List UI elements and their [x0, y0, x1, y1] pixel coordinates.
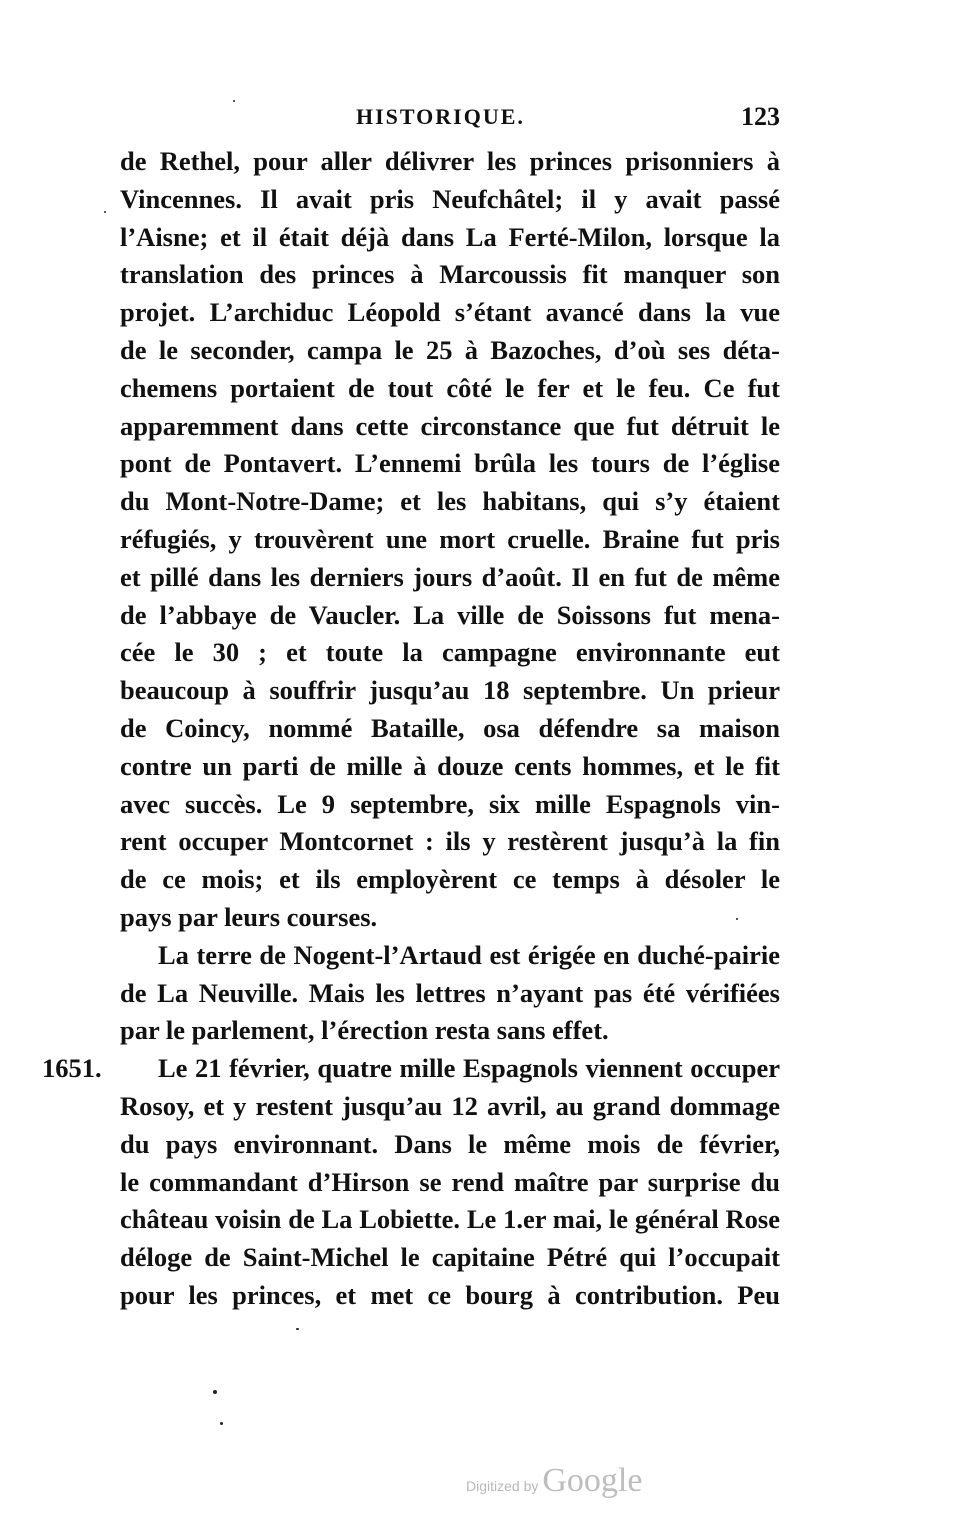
body-text	[120, 143, 780, 1315]
text-line: de le seconder, campa le 25 à Bazoches, d’où ses déta-	[120, 334, 780, 365]
ink-speck	[104, 211, 106, 213]
text-line: translation des princes à Marcoussis fit manquer son	[120, 259, 780, 290]
text-line: déloge de Saint-Michel le capitaine Pétré qui l’occupait	[120, 1242, 780, 1273]
running-head	[120, 104, 780, 134]
ink-speck	[213, 1390, 217, 1394]
text-line: apparemment dans cette circonstance que fut détruit le	[120, 410, 780, 441]
ink-speck	[736, 918, 738, 920]
page-number: 123	[741, 102, 780, 131]
ink-speck	[233, 100, 235, 102]
text-line: projet. L’archiduc Léopold s’étant avancé dans la vue	[120, 297, 780, 328]
text-line: du pays environnant. Dans le même mois de février,	[120, 1128, 780, 1159]
text-line: de Coincy, nommé Bataille, osa défendre sa maison	[120, 712, 780, 743]
digitization-watermark	[466, 1462, 642, 1502]
text-line: avec succès. Le 9 septembre, six mille Espagnols vin-	[120, 788, 780, 819]
ink-speck	[220, 1422, 223, 1425]
text-line: de ce mois; et ils employèrent ce temps à désoler le	[120, 864, 780, 895]
text-line: Vincennes. Il avait pris Neufchâtel; il y avait passé	[120, 183, 780, 214]
text-line: pont de Pontavert. L’ennemi brûla les tours de l’église	[120, 448, 780, 479]
text-line: beaucoup à souffrir jusqu’au 18 septembre. Un prieur	[120, 675, 780, 706]
text-line: de Rethel, pour aller délivrer les princes prisonniers à	[120, 146, 780, 176]
google-logo: Google	[542, 1462, 643, 1499]
text-line: rent occuper Montcornet : ils y restèrent jusqu’à la fin	[120, 826, 780, 857]
ink-speck	[296, 1328, 299, 1330]
text-line: le commandant d’Hirson se rend maître par surprise du	[120, 1166, 780, 1197]
marginal-year: 1651.	[42, 1053, 102, 1083]
text-line: réfugiés, y trouvèrent une mort cruelle. Braine fut pris	[120, 523, 780, 554]
text-line: par le parlement, l’érection resta sans effet.	[120, 1015, 609, 1046]
watermark-prefix: Digitized by	[466, 1478, 539, 1494]
text-line: pays par leurs courses.	[120, 901, 378, 932]
text-line: cée le 30 ; et toute la campagne environnante eut	[120, 637, 780, 668]
text-line: l’Aisne; et il était déjà dans La Ferté-Milon, lorsque la	[120, 221, 780, 252]
paragraph-first-line: La terre de Nogent-l’Artaud est érigée en duché-pairie	[158, 939, 780, 970]
text-line: de l’abbaye de Vaucler. La ville de Soissons fut mena-	[120, 599, 780, 630]
text-line: pour les princes, et met ce bourg à contribution. Peu	[120, 1279, 780, 1310]
text-line: de La Neuville. Mais les lettres n’ayant pas été vérifiées	[120, 977, 780, 1008]
running-title: HISTORIQUE.	[356, 104, 525, 129]
paragraph-first-line: Le 21 février, quatre mille Espagnols viennent occuper	[158, 1053, 780, 1084]
text-line: Rosoy, et y restent jusqu’au 12 avril, au grand dommage	[120, 1090, 780, 1121]
text-line: château voisin de La Lobiette. Le 1.er mai, le général Rose	[120, 1204, 780, 1235]
text-line: contre un parti de mille à douze cents hommes, et le fit	[120, 750, 780, 781]
text-line: du Mont-Notre-Dame; et les habitans, qui s’y étaient	[120, 486, 780, 517]
text-line: chemens portaient de tout côté le fer et le feu. Ce fut	[120, 372, 780, 403]
text-line: et pillé dans les derniers jours d’août. Il en fut de même	[120, 561, 780, 592]
